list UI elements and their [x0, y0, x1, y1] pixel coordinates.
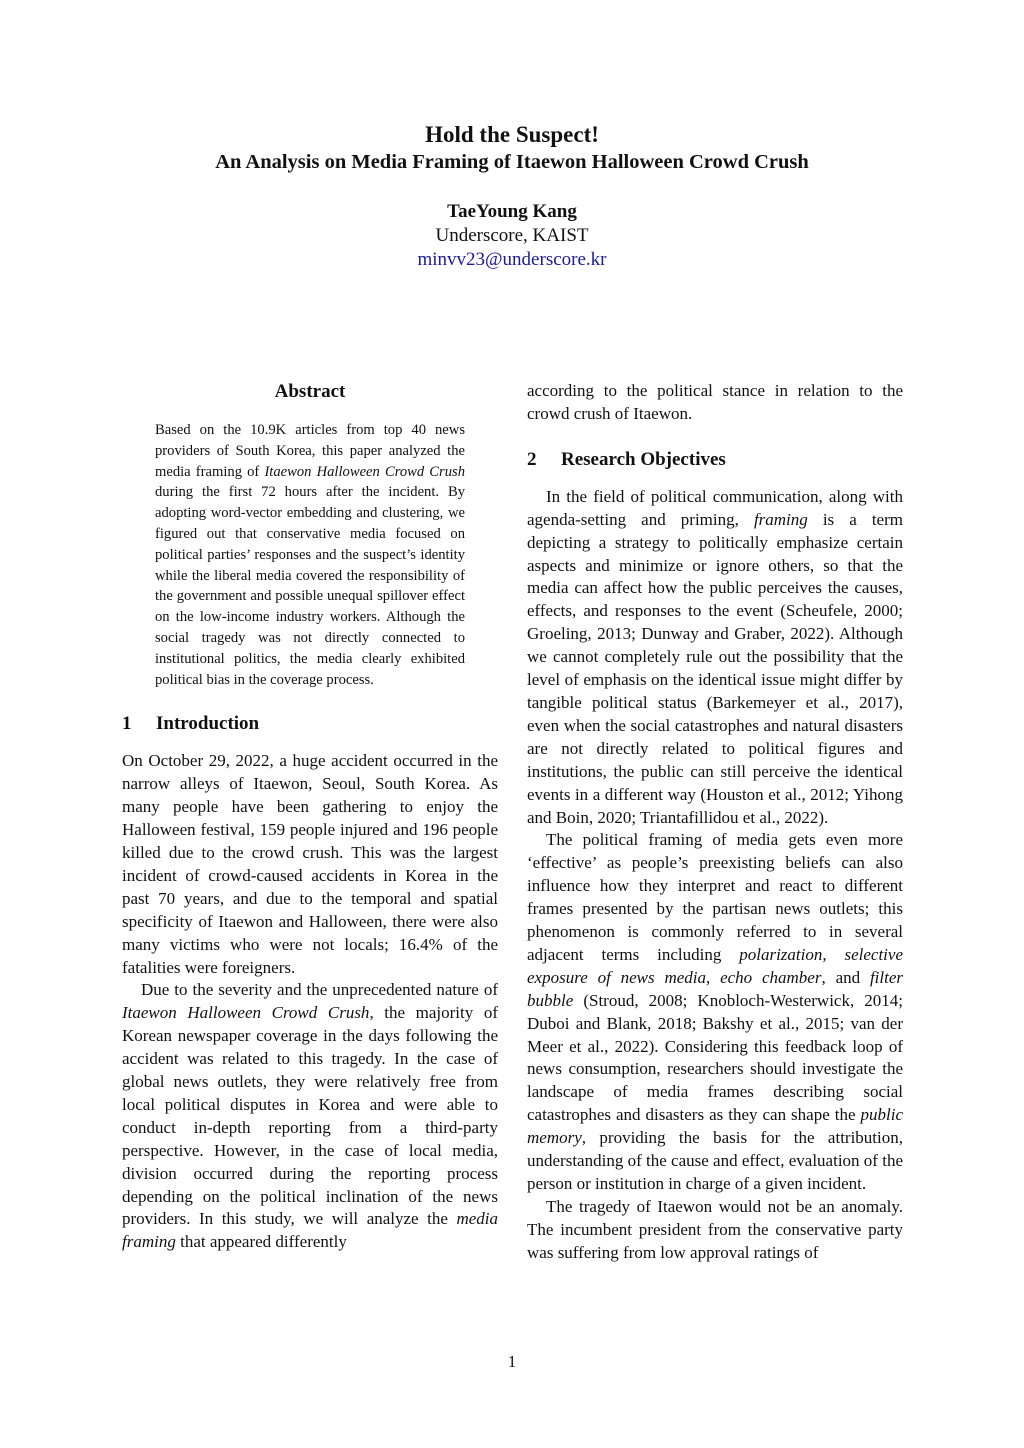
text-run: (Stroud, 2008; Knobloch-Westerwick, 2014; Duboi and Blank, 2018; Bakshy et al., 2015; van der Meer et al., 2022). Considering this feedback loop of news consumption, researchers should investigate the landscape of media frames describing social catastrophes and disasters as they can shape the [527, 990, 903, 1125]
text-run: In the field of political communication, along with agenda-setting and priming, [527, 486, 903, 529]
abstract-heading: Abstract [274, 381, 346, 402]
emphasis-text: polarization, selective exposure of news media, echo chamber [527, 944, 903, 987]
section-heading-research-objectives [527, 448, 903, 472]
text-run: On October 29, 2022, a huge accident occurred in the narrow alleys of Itaewon, Seoul, South Korea. As many people have been gathering to enjoy the Halloween festival, 159 people injured and 196 people killed due to the crowd crush. This was the largest incident of crowd-caused accidents in Korea in the past 70 years, and due to the temporal and spatial specificity of Itaewon and Halloween, there were also many victims who were not locals; 16.4% of the fatalities were foreigners. [122, 751, 498, 977]
right-column [527, 380, 903, 1265]
section-number: 2 [527, 448, 537, 470]
text-run: during the first 72 hours after the incident. By adopting word-vector embedding and clustering, we figured out that conservative media focused on political parties’ responses and the suspect’s identity while the liberal media covered the responsibility of the government and possible unequal spillover effect on the low-income industry workers. Although the social tragedy was not directly connected to institutional politics, the media clearly exhibited political bias in the coverage process. [155, 484, 465, 688]
section-title: Research Objectives [561, 448, 726, 470]
emphasis-text: media framing [122, 1209, 498, 1252]
paragraph [122, 979, 498, 1254]
text-run: that appeared differently [175, 1232, 347, 1252]
text-run: Due to the severity and the unprecedented nature of [141, 980, 498, 1000]
paragraph [527, 1196, 903, 1265]
section-title: Introduction [156, 713, 260, 735]
paragraph [122, 750, 498, 979]
emphasis-text: public memory [527, 1105, 903, 1148]
text-run: , the majority of Korean newspaper coverage in the days following the accident was related to this tragedy. In the case of global news outlets, they were relatively free from local political disputes in Korea and were able to conduct in-depth reporting from a third-party perspective. However, in the case of local media, division occurred during the reporting process depending on the political inclination of the news providers. In this study, we will analyze the [122, 1003, 498, 1229]
paper-title: Hold the Suspect! [425, 122, 599, 147]
text-run: according to the political stance in relation to the crowd crush of Itaewon. [527, 381, 903, 423]
paragraph-continuation [527, 380, 903, 426]
section-heading-introduction [122, 712, 498, 736]
author-affiliation: Underscore, KAIST [435, 225, 589, 246]
abstract-text [155, 420, 465, 690]
text-run: Based on the 10.9K articles from top 40 news providers of South Korea, this paper analyzed the media framing of [155, 422, 465, 480]
author-name: TaeYoung Kang [447, 201, 577, 222]
section-number: 1 [122, 713, 132, 735]
left-column [122, 380, 498, 1254]
emphasis-text: Itaewon Halloween Crowd Crush [122, 1003, 370, 1023]
emphasis-text: Itaewon Halloween Crowd Crush [264, 463, 465, 480]
page-number: 1 [507, 1352, 517, 1371]
paragraph [527, 829, 903, 1196]
emphasis-text: filter bubble [527, 967, 903, 1010]
text-run: , and [821, 967, 870, 987]
emphasis-text: framing [753, 509, 808, 529]
paragraph [527, 486, 903, 830]
text-run: The tragedy of Itaewon would not be an anomaly. The incumbent president from the conservative party was suffering from low approval ratings of [527, 1196, 903, 1262]
text-run: , providing the basis for the attribution, understanding of the cause and effect, evaluation of the person or institution in charge of a given incident. [527, 1128, 903, 1193]
paper-subtitle: An Analysis on Media Framing of Itaewon Halloween Crowd Crush [215, 151, 809, 173]
text-run: The political framing of media gets even more ‘effective’ as people’s preexisting beliefs can also influence how they interpret and react to different frames presented by the partisan news outlets; this phenomenon is commonly referred to in several adjacent terms including [527, 830, 903, 964]
text-run: is a term depicting a strategy to politically emphasize certain aspects and minimize or ignore others, so that the media can affect how the public perceives the causes, effects, and responses to the event (Scheufele, 2000; Groeling, 2013; Dunway and Graber, 2022). Although we cannot completely rule out the possibility that the level of emphasis on the identical issue might differ by tangible political status (Barkemeyer et al., 2017), even when the social catastrophes and natural disasters are not directly related to political figures and institutions, the public can still perceive the identical events in a different way (Houston et al., 2012; Yihong and Boin, 2020; Triantafillidou et al., 2022). [527, 509, 903, 827]
author-email[interactable]: minvv23@underscore.kr [417, 249, 607, 270]
